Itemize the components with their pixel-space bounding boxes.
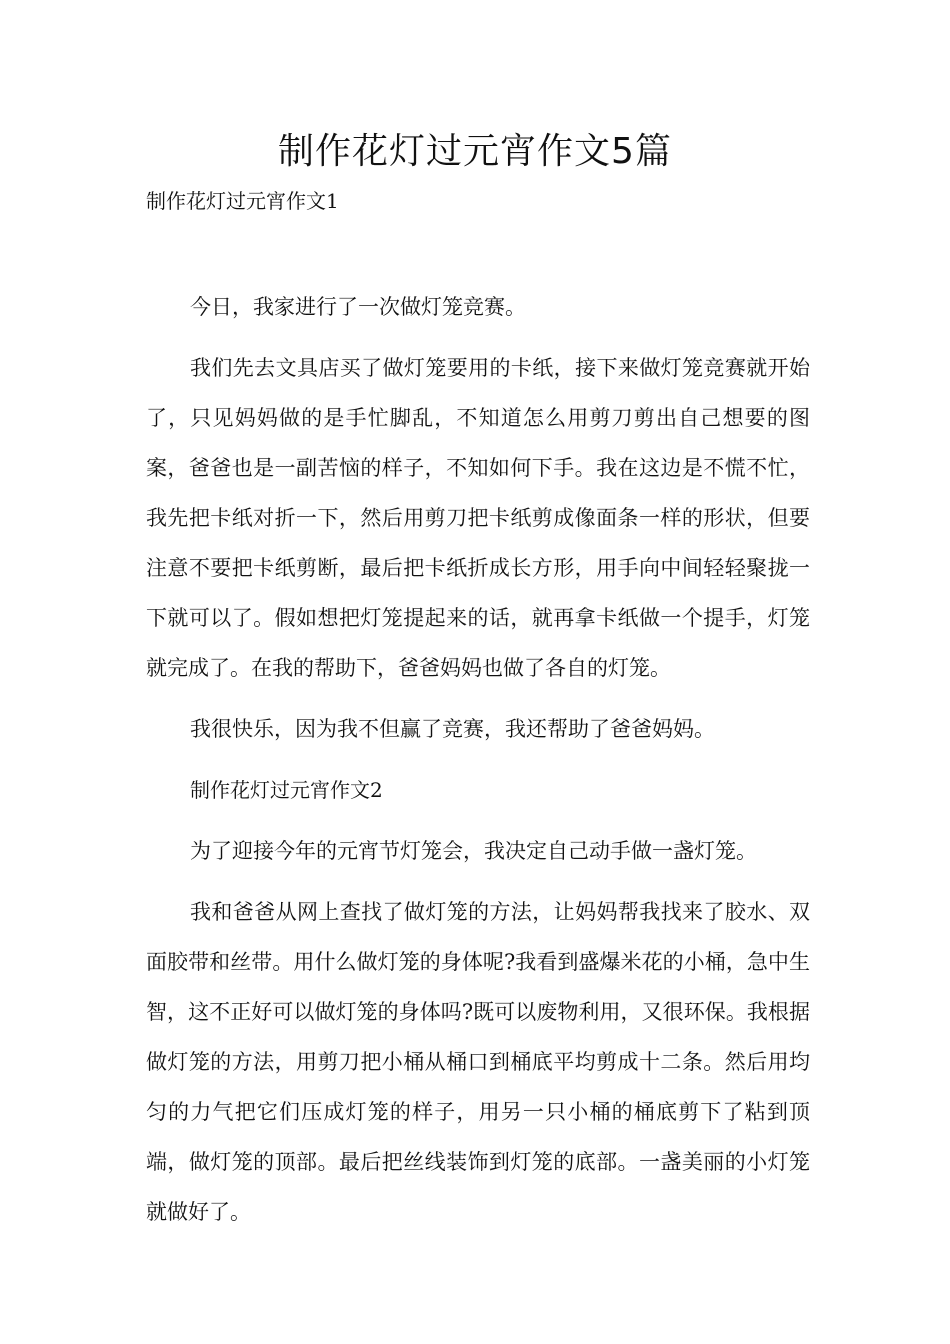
paragraph-conclusion: 我很快乐，因为我不但赢了竞赛，我还帮助了爸爸妈妈。 [190,717,715,741]
essay-2-heading: 制作花灯过元宵作文2 [190,778,383,802]
paragraph-story: 我们先去文具店买了做灯笼要用的卡纸，接下来做灯笼竞赛就开始了，只见妈妈做的是手忙脚乱，不知道怎么用剪刀剪出自己想要的图案，爸爸也是一副苦恼的样子，不知如何下手。我在这边是不慌不忙，我先把卡纸对折一下，然后用剪刀把卡纸剪成像面条一样的形状，但要注意不要把卡纸剪断，最后把卡纸折成长方形，用手向中间轻轻聚拢一下就可以了。假如想把灯笼提起来的话，就再拿卡纸做一个提手，灯笼就完成了。在我的帮助下，爸爸妈妈也做了各自的灯笼。 [146,356,810,680]
paragraph-intro: 今日，我家进行了一次做灯笼竞赛。 [190,295,526,319]
page-title: 制作花灯过元宵作文5篇 [278,131,672,172]
paragraph-essay-2-intro: 为了迎接今年的元宵节灯笼会，我决定自己动手做一盏灯笼。 [190,839,757,863]
document-body [146,282,810,1248]
paragraph-essay-2-body: 我和爸爸从网上查找了做灯笼的方法，让妈妈帮我找来了胶水、双面胶带和丝带。用什么做灯笼的身体呢?我看到盛爆米花的小桶，急中生智，这不正好可以做灯笼的身体吗?既可以废物利用，又很环保。我根据做灯笼的方法，用剪刀把小桶从桶口到桶底平均剪成十二条。然后用均匀的力气把它们压成灯笼的样子，用另一只小桶的桶底剪下了粘到顶端，做灯笼的顶部。最后把丝线装饰到灯笼的底部。一盏美丽的小灯笼就做好了。 [146,900,810,1224]
essay-1-heading: 制作花灯过元宵作文1 [146,189,339,213]
